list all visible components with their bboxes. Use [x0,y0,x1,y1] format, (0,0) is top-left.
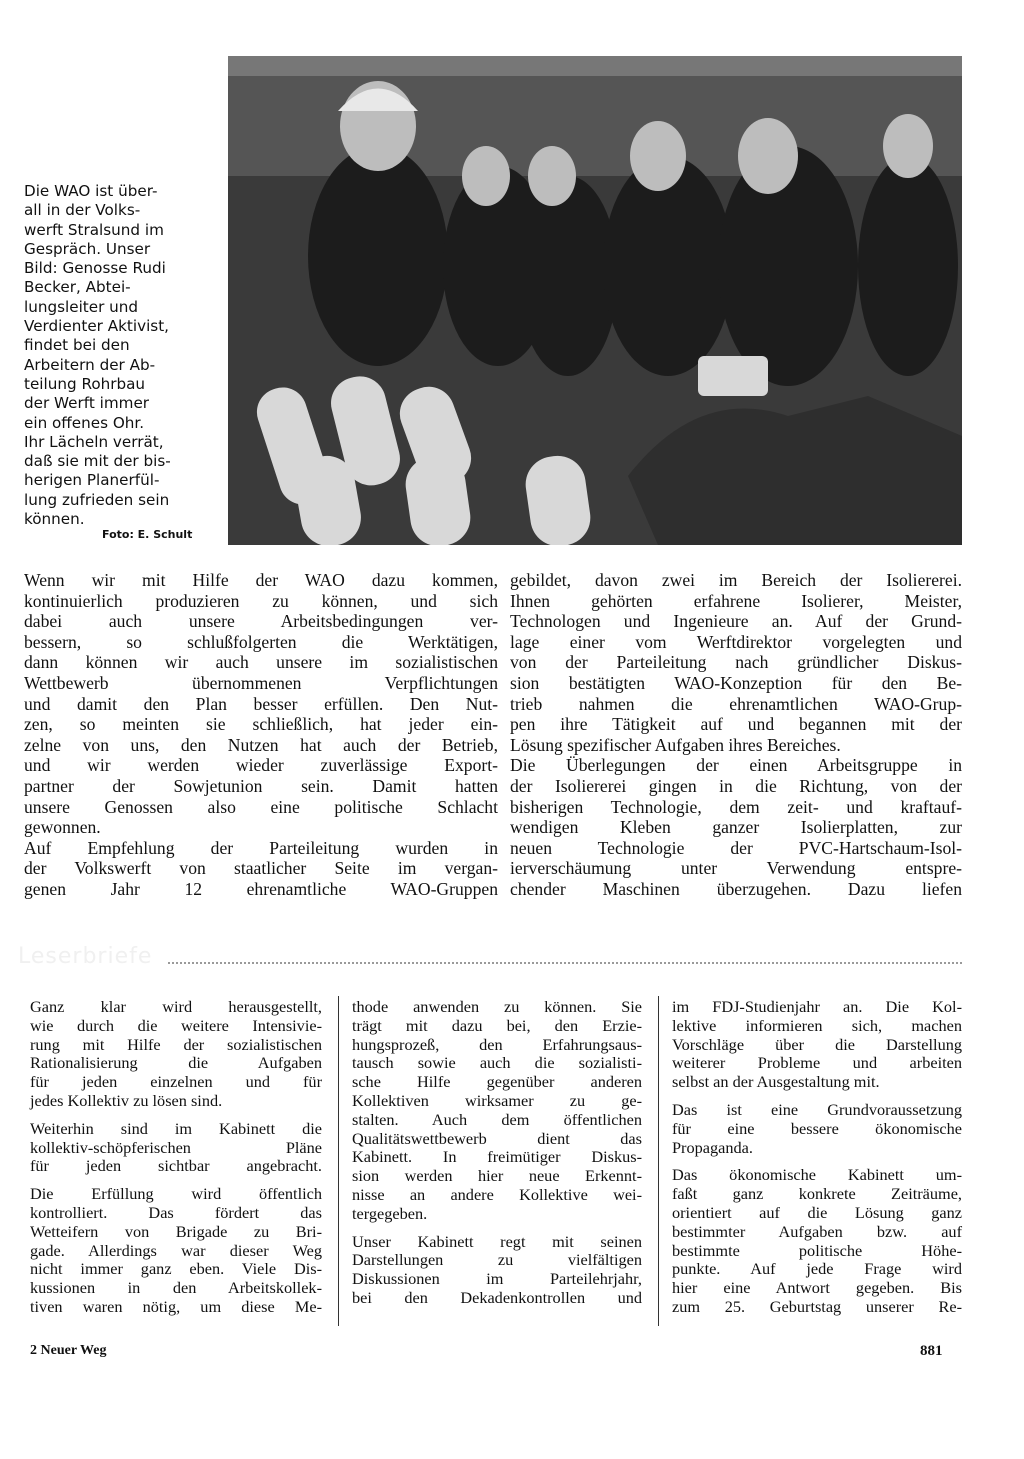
text-line: bestimmter Aufgaben bzw. auf [672,1221,962,1241]
caption-line: der Werft immer [24,394,150,413]
text-line: chender Maschinen überzugehen. Dazu liefen [510,878,962,899]
article-column-right [510,570,962,900]
text-line: stalten. Auch dem öffentlichen [352,1109,642,1129]
paragraph [352,1233,642,1308]
paragraph [672,998,962,1092]
caption-line: Verdienter Aktivist, [24,317,169,336]
caption-line: teilung Rohrbau [24,374,146,393]
text-line: und damit den Plan besser erfüllen. Den Nut- [24,693,498,714]
article-photo [228,56,962,545]
text-line: für jeden einzelnen und für [30,1072,322,1092]
text-line: unsere Genossen also eine politische Schlacht [24,796,498,817]
text-line: Darstellungen zu vielfältigen [352,1250,642,1270]
text-line: zum 25. Geburtstag unserer Re- [672,1296,962,1316]
text-line: orientiert auf die Lösung ganz [672,1202,962,1222]
text-line: pen ihre Tätigkeit auf und begannen mit der [510,714,962,735]
paragraph [30,1185,322,1317]
article-column-left [24,570,498,900]
caption-line: ein offenes Ohr. [24,413,145,432]
text-line: punkte. Auf jede Frage wird [672,1259,962,1279]
text-line: Propaganda. [672,1137,753,1157]
text-line: Qualitätswettbewerb dient das [352,1128,642,1148]
text-line: trieb nahmen die ehrenamtlichen WAO-Grup- [510,693,962,714]
text-line: sion werden hier neue Erkennt- [352,1166,642,1186]
text-line: bisherigen Technologie, dem zeit- und kraftauf- [510,796,962,817]
column-divider [658,996,659,1326]
text-line: Kabinett. In freimütiger Diskus- [352,1147,642,1167]
text-line: Diskussionen im Parteilehrjahr, [352,1269,642,1289]
paragraph [672,1101,962,1157]
text-line: Das ökonomische Kabinett um- [672,1165,962,1185]
caption-line: Ihr Lächeln verrät, [24,432,164,451]
text-line: ierverschäumung unter Verwendung entspre- [510,858,962,879]
text-line: Lösung spezifischer Aufgaben ihres Bereiches. [510,734,841,755]
paragraph [30,1120,322,1176]
text-line: Ganz klar wird herausgestellt, [30,997,322,1016]
column-divider [338,996,339,1326]
caption-line: lungsleiter und [24,297,139,316]
text-line: zen, so meinten sie schließlich, hat jeder ein- [24,714,498,735]
text-line: faßt ganz konkrete Zeiträume, [672,1184,962,1204]
text-line: hier eine Antwort gegeben. Bis [672,1278,962,1298]
text-line: Die Überlegungen der einen Arbeitsgruppe in [510,755,962,776]
text-line: kontrolliert. Das fördert das [30,1202,322,1222]
letters-column-1 [30,998,322,1326]
text-line: selbst an der Ausgestaltung mit. [672,1072,880,1092]
text-line: jedes Kollektiv zu lösen sind. [30,1090,223,1110]
text-line: der Volkswerft von staatlicher Seite im vergan- [24,858,498,879]
letters-column-2 [352,998,642,1317]
section-label-leserbriefe: Leserbriefe [18,944,153,969]
text-line: und wir werden wieder zuverlässige Export- [24,755,498,776]
text-line: thode anwenden zu können. Sie [352,997,642,1016]
paragraph [352,998,642,1224]
photo-workers-pipe-workshop-icon [228,56,962,545]
text-line: Auf Empfehlung der Parteileitung wurden in [24,837,498,858]
text-line: hungsprozeß, den Erfahrungsaus- [352,1034,642,1054]
caption-line: all in der Volks- [24,201,141,220]
text-line: im FDJ-Studienjahr an. Die Kol- [672,997,962,1016]
text-line: lektive informieren sich, machen [672,1015,962,1035]
text-line: tausch sowie auch die sozialisti- [352,1053,642,1073]
text-line: neuen Technologie der PVC-Hartschaum-Isol- [510,837,962,858]
text-line: tiven waren nötig, um diese Me- [30,1296,322,1316]
photo-credit: Foto: E. Schult [102,528,193,541]
text-line: sion bestätigten WAO-Konzeption für den Be- [510,672,962,693]
caption-line: lung zufrieden sein [24,490,170,509]
text-line: Wetteifern von Brigade zu Bri- [30,1221,322,1241]
text-line: kontinuierlich produzieren zu können, und sich [24,590,498,611]
text-line: weiterer Probleme und arbeiten [672,1053,962,1073]
text-line: Kollektiven wirksamer zu ge- [352,1090,642,1110]
section-divider [168,962,962,964]
text-line: wendigen Kleben ganzer Isolierplatten, zur [510,817,962,838]
text-line: kollektiv-schöpferischen Pläne [30,1137,322,1157]
text-line: für jeden sichtbar angebracht. [30,1156,322,1176]
text-line: Weiterhin sind im Kabinett die [30,1118,322,1138]
text-line: Ihnen gehörten erfahrene Isolierer, Meister, [510,590,962,611]
text-line: lage einer vom Werftdirektor vorgelegten und [510,631,962,652]
caption-line: Arbeitern der Ab- [24,355,156,374]
text-line: Das ist eine Grundvoraussetzung [672,1099,962,1119]
page-number: 881 [920,1343,943,1359]
photo-caption [24,182,220,529]
caption-line: daß sie mit der bis- [24,452,171,471]
text-line: nicht immer ganz eben. Viele Dis- [30,1259,322,1279]
paragraph [30,998,322,1111]
letters-column-3 [672,998,962,1326]
text-line: Wenn wir mit Hilfe der WAO dazu kommen, [24,570,498,590]
caption-line: können. [24,510,85,529]
text-line: Rationalisierung die Aufgaben [30,1053,322,1073]
text-line: zelne von uns, den Nutzen hat auch der Betrieb, [24,734,498,755]
caption-line: findet bei den [24,336,130,355]
text-line: Technologen und Ingenieure an. Auf der Grund- [510,611,962,632]
paragraph [672,1166,962,1316]
text-line: bessern, so schlußfolgerten die Werktätigen, [24,631,498,652]
caption-line: Gespräch. Unser [24,239,151,258]
text-line: gebildet, davon zwei im Bereich der Isoliererei. [510,570,962,590]
caption-line: herigen Planerfül- [24,471,160,490]
text-line: genen Jahr 12 ehrenamtliche WAO-Gruppen [24,878,498,899]
text-line: nisse an andere Kollektive wei- [352,1184,642,1204]
text-line: dabei auch unsere Arbeitsbedingungen ver- [24,611,498,632]
text-line: Vorschläge über die Darstellung [672,1034,962,1054]
text-line: dann können wir auch unsere im sozialistischen [24,652,498,673]
text-line: Die Erfüllung wird öffentlich [30,1184,322,1204]
text-line: gade. Allerdings war dieser Weg [30,1240,322,1260]
text-line: kussionen in den Arbeitskollek- [30,1278,322,1298]
text-line: der Isoliererei gingen in die Richtung, von der [510,775,962,796]
text-line: sche Hilfe gegenüber anderen [352,1072,642,1092]
text-line: rung mit Hilfe der sozialistischen [30,1034,322,1054]
text-line: bei den Dekadenkontrollen und [352,1287,642,1307]
footer-publication: 2 Neuer Weg [30,1343,107,1358]
text-line: für eine bessere ökonomische [672,1118,962,1138]
text-line: wie durch die weitere Intensivie- [30,1015,322,1035]
text-line: bestimmte politische Höhe- [672,1240,962,1260]
caption-line: Bild: Genosse Rudi [24,259,166,278]
text-line: gewonnen. [24,817,101,838]
text-line: tergegeben. [352,1203,428,1223]
caption-line: Die WAO ist über- [24,182,158,200]
text-line: trägt mit dazu bei, den Erzie- [352,1015,642,1035]
text-line: partner der Sowjetunion sein. Damit hatten [24,775,498,796]
caption-line: Becker, Abtei- [24,278,131,297]
caption-line: werft Stralsund im [24,220,164,239]
text-line: Wettbewerb übernommenen Verpflichtungen [24,672,498,693]
text-line: von der Parteileitung nach gründlicher Diskus- [510,652,962,673]
text-line: Unser Kabinett regt mit seinen [352,1231,642,1251]
